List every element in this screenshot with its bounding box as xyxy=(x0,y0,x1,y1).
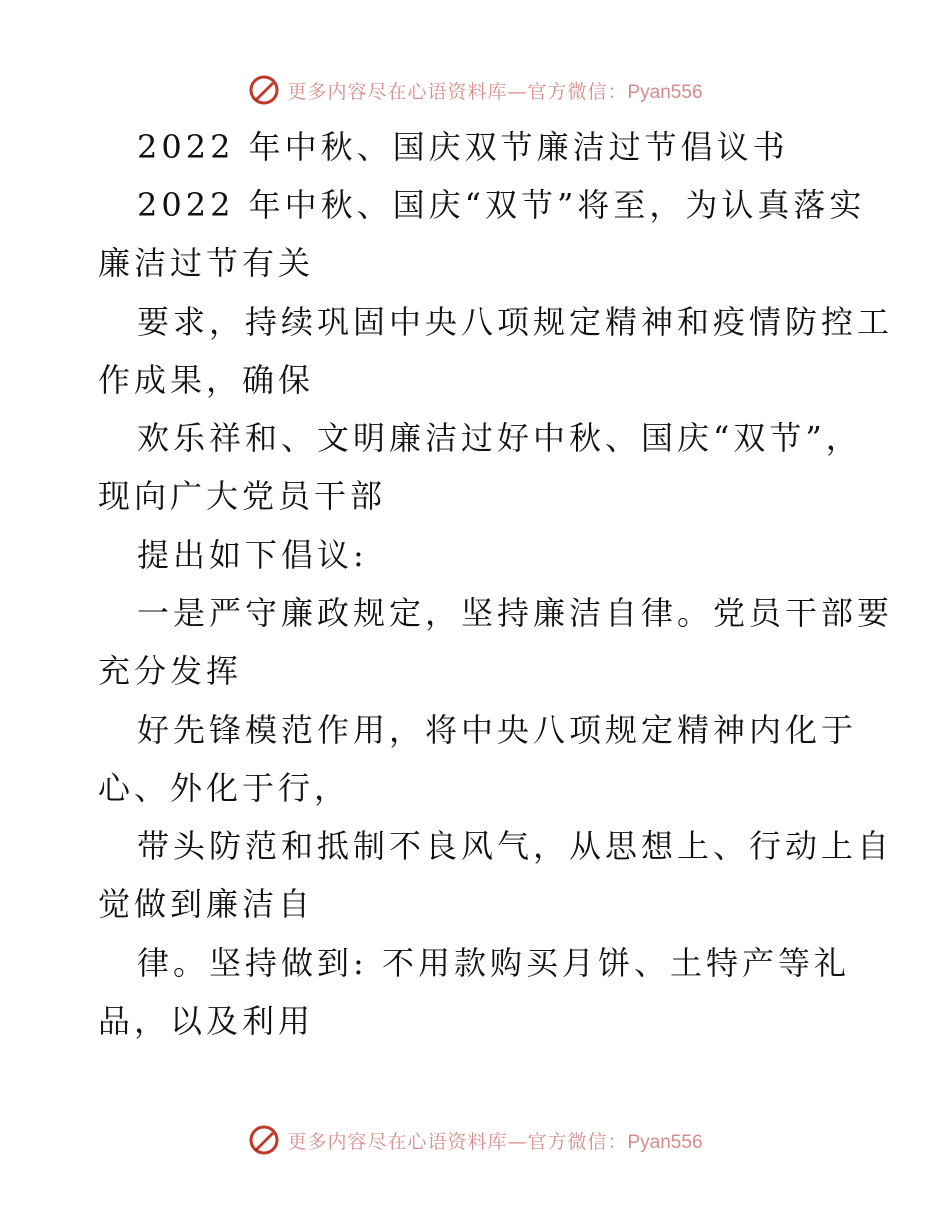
paragraph-line: 提出如下倡议: xyxy=(137,536,368,574)
paragraph-line: 觉做到廉洁自 xyxy=(98,885,315,923)
paragraph-line: 品，以及利用 xyxy=(98,1002,315,1040)
paragraph-line: 充分发挥 xyxy=(98,652,243,690)
paragraph-line: 廉洁过节有关 xyxy=(98,244,315,282)
wechat-id: Pyan556 xyxy=(627,1131,703,1153)
document-title: 2022 年中秋、国庆双节廉洁过节倡议书 xyxy=(137,128,789,166)
wechat-id: Pyan556 xyxy=(627,81,703,103)
paragraph-line: 律。坚持做到: 不用款购买月饼、土特产等礼 xyxy=(137,944,850,982)
paragraph-line: 欢乐祥和、文明廉洁过好中秋、国庆“双节”， xyxy=(137,419,862,457)
header-watermark xyxy=(0,70,950,110)
brush-pen-logo-icon xyxy=(247,73,281,107)
paragraph-line: 2022 年中秋、国庆“双节”将至，为认真落实 xyxy=(137,186,866,224)
paragraph-line: 带头防范和抵制不良风气，从思想上、行动上自 xyxy=(137,827,894,865)
watermark-text: 更多内容尽在心语资料库—官方微信：Pyan556 xyxy=(287,1130,703,1153)
watermark-text: 更多内容尽在心语资料库—官方微信：Pyan556 xyxy=(287,80,703,103)
paragraph-line: 作成果，确保 xyxy=(98,361,315,399)
paragraph-line: 一是严守廉政规定，坚持廉洁自律。党员干部要 xyxy=(137,594,894,632)
footer-watermark xyxy=(0,1120,950,1160)
paragraph-line: 好先锋模范作用，将中央八项规定精神内化于 xyxy=(137,711,858,749)
paragraph-line: 现向广大党员干部 xyxy=(98,477,387,515)
paragraph-line: 心、外化于行， xyxy=(98,769,351,807)
brush-pen-logo-icon xyxy=(247,1123,281,1157)
paragraph-line: 要求，持续巩固中央八项规定精神和疫情防控工 xyxy=(137,303,894,341)
